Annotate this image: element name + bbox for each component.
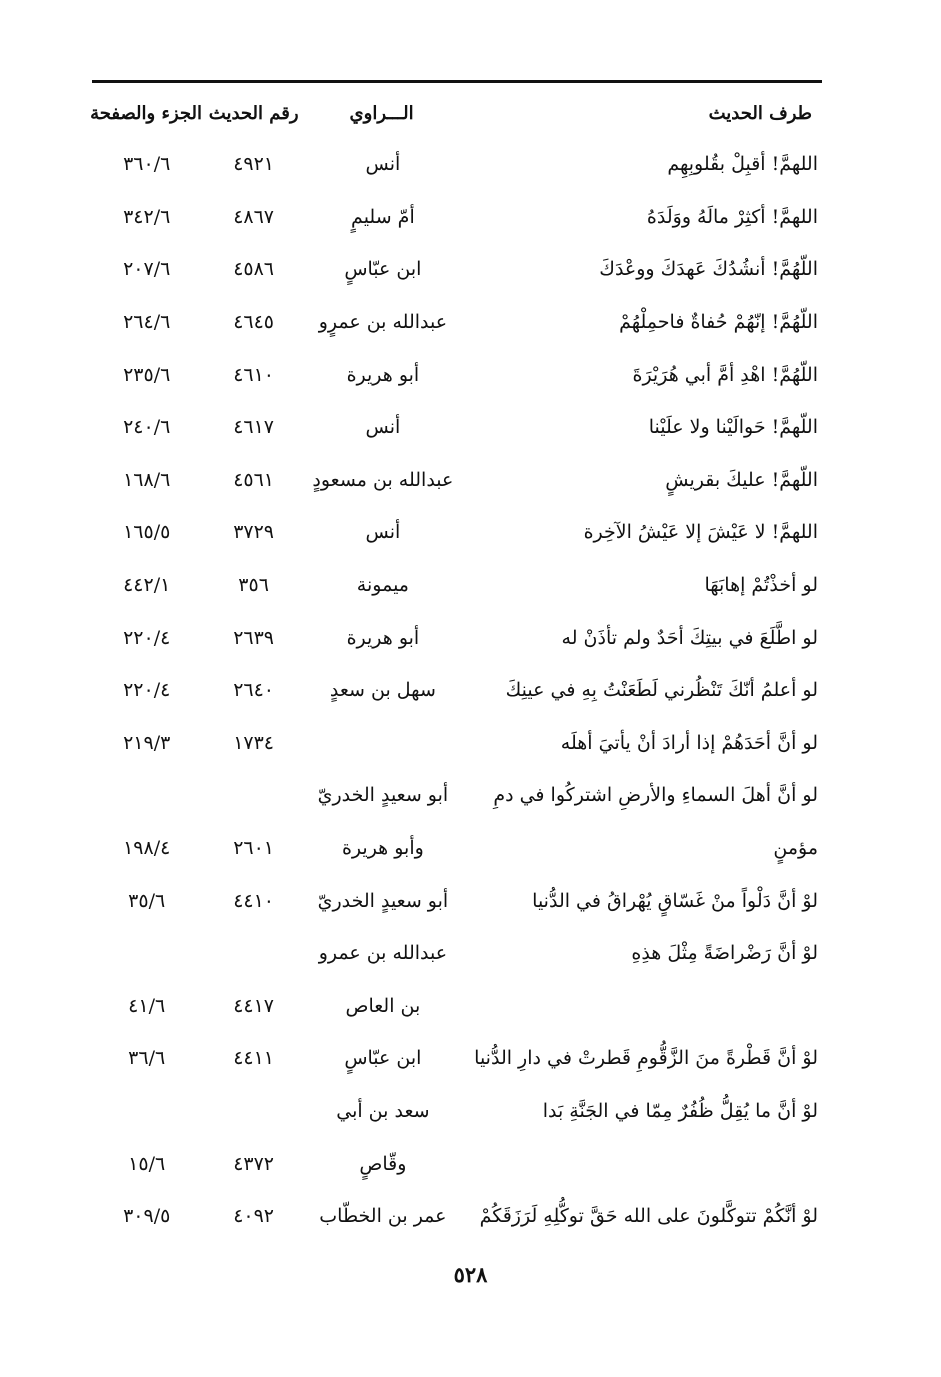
hadith-index-table xyxy=(92,88,822,1242)
volume-page: ٢٣٥/٦ xyxy=(123,363,171,386)
hadith-text: لوْ أنَّ قَطْرةً منَ الزَّقُّومِ قَطرتْ في دارِ الدُّنيا xyxy=(474,1047,818,1070)
volume-page: ٢٢٠/٤ xyxy=(123,626,171,649)
volume-page: ٢٤٠/٦ xyxy=(123,416,171,439)
hadith-text: لو أنَّ أهلَ السماءِ والأرضِ اشتركُوا في دمِ xyxy=(493,784,818,807)
table-body xyxy=(92,138,822,1242)
narrator: أنس xyxy=(365,153,401,176)
table-row xyxy=(92,717,822,770)
volume-page: ١٦٥/٥ xyxy=(123,521,171,544)
hadith-text: لوْ أنَّ دَلْواً منْ غَسّاقٍ يُهْراقُ في الدُّنيا xyxy=(532,889,818,912)
volume-page: ٣٦/٦ xyxy=(128,1047,166,1070)
volume-page: ١٩٨/٤ xyxy=(123,837,171,860)
hadith-number: ٤٦١٧ xyxy=(233,416,275,439)
hadith-text: اللهمَّ! لا عَيْشَ إلا عَيْشُ الآخِرة xyxy=(583,521,818,544)
volume-page: ٣٦٠/٦ xyxy=(123,153,171,176)
narrator: ابن عبّاسٍ xyxy=(344,1047,422,1070)
volume-page: ٣٥/٦ xyxy=(128,889,166,912)
volume-page: ٣٤٢/٦ xyxy=(123,205,171,228)
header-narrator: الـــراوي xyxy=(349,102,414,124)
narrator: أنس xyxy=(365,416,401,439)
narrator: ميمونة xyxy=(356,574,409,597)
table-row xyxy=(92,1190,822,1243)
table-row xyxy=(92,980,822,1033)
hadith-number: ٢٦٣٩ xyxy=(233,626,275,649)
narrator: عمر بن الخطّاب xyxy=(319,1205,447,1228)
narrator: أبو سعيدٍ الخدريّ xyxy=(317,889,449,912)
hadith-text: اللهمَّ! أكثِرْ مالَهُ ووَلَدَهُ xyxy=(646,205,818,228)
hadith-number: ٤٦٤٥ xyxy=(233,311,275,334)
narrator: أمّ سليمٍ xyxy=(351,205,415,228)
hadith-text: اللّهمَّ! عليكَ بقريشٍ xyxy=(665,468,818,491)
hadith-number: ٤٤١٠ xyxy=(233,889,275,912)
narrator: سعد بن أبي xyxy=(336,1099,430,1122)
narrator: أبو هريرة xyxy=(346,626,420,649)
narrator: سهل بن سعدٍ xyxy=(329,679,436,702)
narrator: عبدالله بن مسعودٍ xyxy=(312,468,454,491)
table-row xyxy=(92,664,822,717)
narrator: أبو سعيدٍ الخدريّ xyxy=(317,784,449,807)
table-row xyxy=(92,191,822,244)
table-row xyxy=(92,401,822,454)
volume-page: ٣٠٩/٥ xyxy=(123,1205,171,1228)
header-hadith-text: طرف الحديث xyxy=(708,102,812,124)
table-row xyxy=(92,348,822,401)
volume-page: ٢٢٠/٤ xyxy=(123,679,171,702)
hadith-number: ٢٦٠١ xyxy=(233,837,275,860)
hadith-number: ١٧٣٤ xyxy=(233,731,275,754)
narrator: عبدالله بن عمرو xyxy=(318,942,448,965)
hadith-text: لوْ أنَّ ما يُقِلُّ ظُفُرٌ مِمّا في الجَنَّةِ بَدا xyxy=(542,1099,818,1122)
table-row xyxy=(92,296,822,349)
table-row xyxy=(92,243,822,296)
hadith-number: ٤٥٨٦ xyxy=(233,258,275,281)
page-number: ٥٢٨ xyxy=(453,1262,488,1287)
header-hadith-number: رقم الحديث xyxy=(208,102,299,124)
table-row xyxy=(92,611,822,664)
top-rule xyxy=(92,80,822,83)
narrator: ابن عبّاسٍ xyxy=(344,258,422,281)
hadith-number: ٤٤١٧ xyxy=(233,994,275,1017)
narrator: عبدالله بن عمرٍو xyxy=(318,311,448,334)
hadith-text: اللهمَّ! أقبِلْ بقُلوبِهِم xyxy=(667,153,818,176)
hadith-number: ٣٧٢٩ xyxy=(233,521,275,544)
table-row xyxy=(92,927,822,980)
hadith-number: ٢٦٤٠ xyxy=(233,679,275,702)
hadith-text: اللّهُمَّ! إنّهُمْ حُفاةٌ فاحمِلْهُمْ xyxy=(619,311,818,334)
hadith-number: ٤٦١٠ xyxy=(233,363,275,386)
table-row xyxy=(92,1085,822,1138)
table-header xyxy=(92,88,822,138)
hadith-number: ٤٣٧٢ xyxy=(233,1152,275,1175)
hadith-number: ٤٠٩٢ xyxy=(233,1205,275,1228)
volume-page: ٢١٩/٣ xyxy=(123,731,171,754)
narrator: أبو هريرة xyxy=(346,363,420,386)
table-row xyxy=(92,1137,822,1190)
hadith-number: ٣٥٦ xyxy=(238,574,269,597)
hadith-text: لوْ أنَّ رَضْراضَةً مِثْلَ هذِهِ xyxy=(631,942,818,965)
table-row xyxy=(92,138,822,191)
hadith-number: ٤٨٦٧ xyxy=(233,205,275,228)
volume-page: ١٦٨/٦ xyxy=(123,468,171,491)
hadith-text: لو أنَّ أحَدَهُمْ إذا أرادَ أنْ يأتيَ أهلَه xyxy=(560,731,818,754)
hadith-text: اللّهمَّ! حَوالَيْنا ولا علَيْنا xyxy=(648,416,818,439)
hadith-text: اللّهُمَّ! اهْدِ أمَّ أبي هُرَيْرَةَ xyxy=(632,363,818,386)
volume-page: ٢٦٤/٦ xyxy=(123,311,171,334)
hadith-text: لو أعلمُ أنّكَ تَنْظُرني لَطَعَنْتُ بِهِ في عينِكَ xyxy=(505,679,818,702)
table-row xyxy=(92,874,822,927)
hadith-text: اللّهُمَّ! أنشُدُكَ عَهدَكَ ووعْدَكَ xyxy=(599,258,818,281)
volume-page: ٢٠٧/٦ xyxy=(123,258,171,281)
volume-page: ٤١/٦ xyxy=(128,994,166,1017)
volume-page: ١٥/٦ xyxy=(128,1152,166,1175)
table-row xyxy=(92,1032,822,1085)
hadith-text: لو أخذْتُمْ إهابَهَا xyxy=(704,574,818,597)
table-row xyxy=(92,822,822,875)
table-row xyxy=(92,769,822,822)
header-volume-page: الجزء والصفحة xyxy=(90,102,202,124)
table-row xyxy=(92,454,822,507)
narrator: وأبو هريرة xyxy=(341,837,424,860)
narrator: بن العاص xyxy=(345,994,421,1017)
table-row xyxy=(92,559,822,612)
hadith-number: ٤٩٢١ xyxy=(233,153,275,176)
narrator: أنس xyxy=(365,521,401,544)
table-row xyxy=(92,506,822,559)
hadith-number: ٤٤١١ xyxy=(233,1047,275,1070)
narrator: وقّاصٍ xyxy=(359,1152,407,1175)
hadith-text: لو اطَّلَعَ في بيتِكَ أحَدٌ ولم تأذَنْ له xyxy=(561,626,818,649)
volume-page: ٤٤٢/١ xyxy=(123,574,171,597)
hadith-text: مؤمنٍ xyxy=(773,837,818,860)
hadith-number: ٤٥٦١ xyxy=(233,468,275,491)
hadith-text: لوْ أنَّكُمْ تتوكَّلونَ على الله حَقَّ توكُّلِهِ لَرَزَقَكُمْ xyxy=(479,1205,818,1228)
